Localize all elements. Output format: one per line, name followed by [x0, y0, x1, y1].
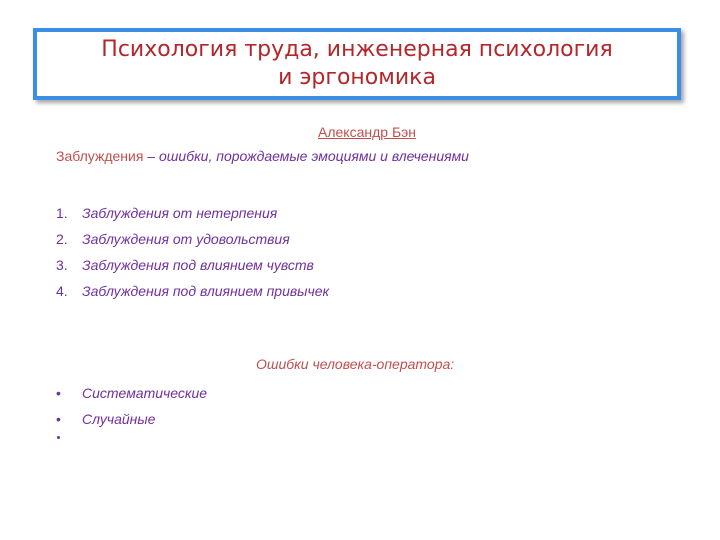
- list-item: [56, 226, 329, 252]
- definition-dash: –: [143, 148, 159, 164]
- bullet-text: Случайные: [82, 411, 156, 427]
- list-item-text: Заблуждения от нетерпения: [82, 205, 278, 221]
- definition-text: ошибки, порождаемые эмоциями и влечениями: [159, 148, 469, 164]
- author-name: Александр Бэн: [318, 124, 416, 140]
- list-item-text: Заблуждения под влиянием привычек: [82, 283, 330, 299]
- bullet-text: Систематические: [82, 385, 208, 401]
- slide-title-box: [33, 28, 681, 100]
- slide-title-line-1: Психология труда, инженерная психология: [101, 37, 613, 62]
- bullet-mark: •: [56, 411, 61, 427]
- list-number: 3.: [56, 257, 68, 273]
- definition-term: Заблуждения: [56, 148, 144, 164]
- list-item-text: Заблуждения от удовольствия: [82, 231, 290, 247]
- slide-title-line-2: и эргономика: [278, 65, 436, 90]
- list-item: [56, 200, 329, 226]
- operator-errors-list: [56, 380, 207, 432]
- list-number: 1.: [56, 205, 68, 221]
- list-item: [56, 252, 329, 278]
- delusions-list: [56, 200, 329, 304]
- bullet-item: [56, 380, 207, 406]
- bullet-mark: •: [56, 385, 61, 401]
- list-number: 2.: [56, 231, 68, 247]
- list-number: 4.: [56, 283, 68, 299]
- list-item-text: Заблуждения под влиянием чувств: [82, 257, 314, 273]
- list-item: [56, 278, 329, 304]
- bullet-item: [56, 406, 207, 432]
- operator-errors-heading: Ошибки человека-оператора:: [256, 356, 455, 372]
- stray-dot: [57, 436, 60, 439]
- definition-line: [56, 148, 469, 164]
